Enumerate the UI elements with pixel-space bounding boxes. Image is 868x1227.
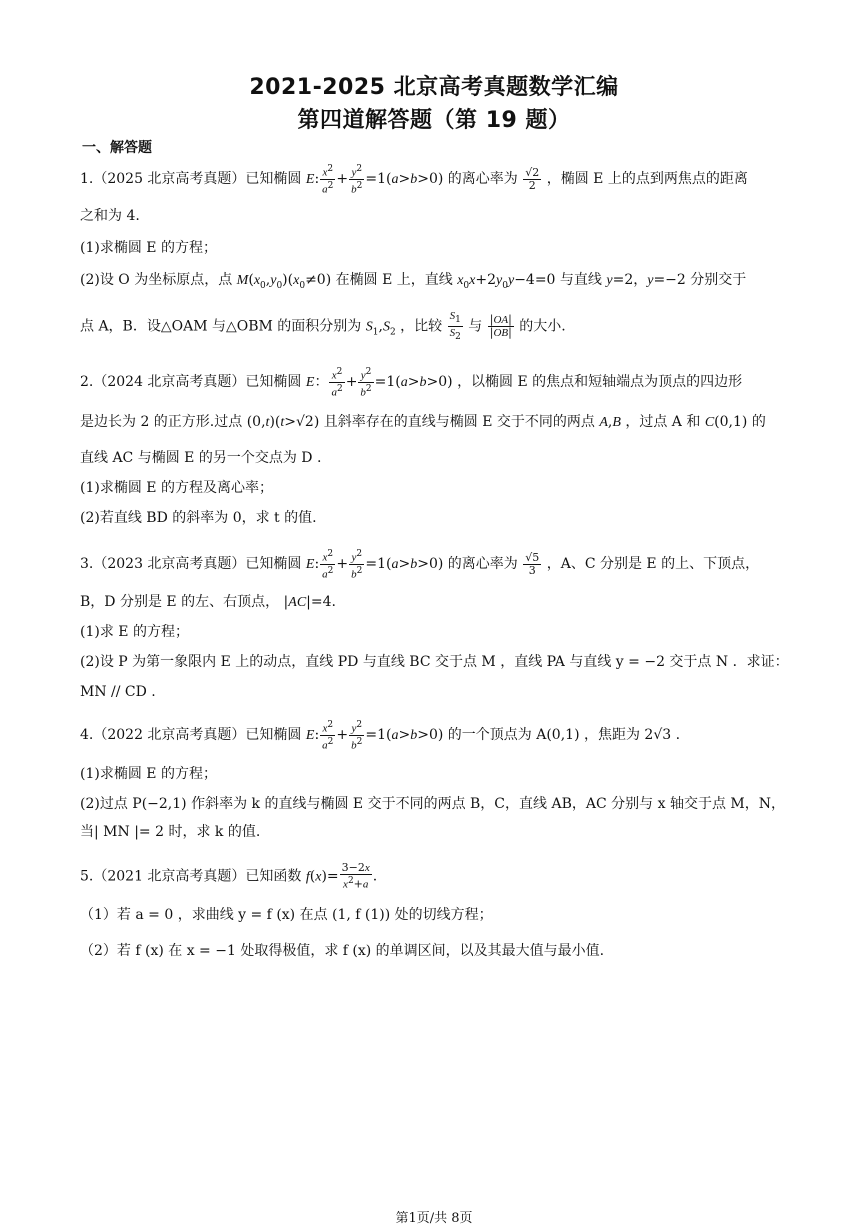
q3-line-1: 3.（2023 北京高考真题）已知椭圆 E: $\frac{x^2}{a^2}$ + $\frac{y^2}{b^2}$ =1(a>b>0) 的离心率为 $\frac{√5}{3}$ ，A、C 分别是 E 的上、下顶点， (80, 549, 760, 581)
q4-intro: 4.（2022 北京高考真题）已知椭圆 (80, 727, 302, 744)
q2-f: 的 (751, 414, 766, 430)
q4-b: 的一个顶点为 A(0,1) ，焦距为 (447, 727, 640, 744)
title-line-1: 2021-2025 北京高考真题数学汇编 (249, 75, 619, 100)
q2-line-1: 2.（2024 北京高考真题）已知椭圆 E： $\frac{x^2}{a^2}$ + $\frac{y^2}{b^2}$ =1(a>b>0) ，以椭圆 E 的焦点和短轴端点为顶点的四边形 (80, 367, 743, 399)
page-footer: 第1页/共 8页 (395, 1211, 473, 1226)
q4-line-1: 4.（2022 北京高考真题）已知椭圆 E: $\frac{x^2}{a^2}$ + $\frac{y^2}{b^2}$ =1(a>b>0) 的一个顶点为 A(0,1) ，焦距为 2√3 . (80, 720, 681, 752)
q5-intro: 5.（2021 北京高考真题）已知函数 (80, 868, 302, 885)
q3-b: 的离心率为 (447, 556, 518, 573)
q1-part-2: (2)设 O 为坐标原点，点 $M(x_0,y_0)(x_0\ne 0)$ 在椭圆 E 上，直线 $x_0x+2y_0y-4=0$ 与直线 y=2，y=−2 分别交于 (80, 272, 747, 291)
q1-p3-c: 与 (468, 318, 483, 335)
q1-part-2-cont: 点 A，B．设△OAM 与△OBM 的面积分别为 $S_1,S_2$ ，比较 $\frac{S_1}{S_2}$ 与 $\frac{|OA|}{|OB|}$ 的大小. (80, 310, 566, 343)
q1-line-1: 1.（2025 北京高考真题）已知椭圆 E: $\frac{x^2}{a^2}$ + $\frac{y^2}{b^2}$ =1(a>b>0) 的离心率为 $\frac{√2}{2}$ ，椭圆 E 上的点到两焦点的距离 (80, 164, 748, 196)
q4-part-1: (1)求椭圆 E 的方程； (80, 766, 217, 782)
q3-intro: 3.（2023 北京高考真题）已知椭圆 (80, 556, 302, 573)
q2-part-2: (2)若直线 BD 的斜率为 0，求 t 的值. (80, 510, 317, 526)
q3-part-2: (2)设 P 为第一象限内 E 上的动点，直线 PD 与直线 BC 交于点 M ，直线 PA 与直线 y = −2 交于点 N ．求证： (80, 654, 789, 670)
q1-p3-d: 的大小. (519, 318, 566, 335)
title-line-2: 第四道解答题（第 19 题） (297, 108, 571, 133)
q3-c: ，A、C 分别是 E 的上、下顶点， (546, 556, 760, 573)
q1-p2-c: 与直线 (559, 272, 602, 288)
q2-line-2: 是边长为 2 的正方形.过点 (0,t)(t>√2) 且斜率存在的直线与椭圆 E 交于不同的两点 A,B ，过点 A 和 C(0,1) 的 (80, 414, 766, 430)
q1-ecc-text: 的离心率为 (447, 171, 518, 188)
q1-p2-b: 在椭圆 E 上，直线 (335, 272, 453, 288)
q1-p2-a: (2)设 O 为坐标原点，点 (80, 272, 233, 288)
q2-e: ，过点 A 和 (625, 414, 701, 430)
q4-part-2: (2)过点 P(−2,1) 作斜率为 k 的直线与椭圆 E 交于不同的两点 B，C，直线 AB，AC 分别与 x 轴交于点 M，N， (80, 796, 785, 812)
q2-line-3: 直线 AC 与椭圆 E 的另一个交点为 D . (80, 450, 322, 466)
q2-d: 且斜率存在的直线与椭圆 E 交于不同的两点 (323, 414, 595, 430)
q1-p3-a: 点 A，B．设△OAM 与△OBM 的面积分别为 (80, 318, 362, 335)
q4-part-2-cont: 当| MN |= 2 时，求 k 的值. (80, 824, 261, 840)
q3-d: B，D 分别是 E 的左、右顶点， (80, 594, 280, 610)
section-heading: 一、解答题 (82, 140, 152, 156)
q1-part-1: (1)求椭圆 E 的方程； (80, 240, 217, 256)
q2-tail: ，以椭圆 E 的焦点和短轴端点为顶点的四边形 (457, 374, 743, 391)
q2-c: 是边长为 2 的正方形.过点 (80, 414, 243, 430)
q3-line-2: B，D 分别是 E 的左、右顶点， |AC|=4. (80, 594, 336, 610)
q1-intro: 1.（2025 北京高考真题）已知椭圆 (80, 171, 302, 188)
q3-part-1: (1)求 E 的方程； (80, 624, 189, 640)
q1-tail: ，椭圆 E 上的点到两焦点的距离 (546, 171, 748, 188)
q2-intro: 2.（2024 北京高考真题）已知椭圆 (80, 374, 302, 391)
q5-part-2: （2）若 f (x) 在 x = −1 处取得极值，求 f (x) 的单调区间，以及其最大值与最小值. (80, 943, 605, 959)
q2-part-1: (1)求椭圆 E 的方程及离心率； (80, 480, 273, 496)
q3-part-2-cont: MN // CD . (80, 684, 156, 700)
q5-part-1: （1）若 a = 0 ，求曲线 y = f (x) 在点 (1, f (1)) 处的切线方程； (80, 907, 493, 923)
q1-p2-d: 分别交于 (690, 272, 747, 288)
q5-line-1: 5.（2021 北京高考真题）已知函数 f(x)= $\frac{3-2x}{x^2+a}$ . (80, 861, 378, 891)
q1-line-2: 之和为 4. (80, 208, 140, 224)
q1-p3-b: ，比较 (400, 318, 443, 335)
